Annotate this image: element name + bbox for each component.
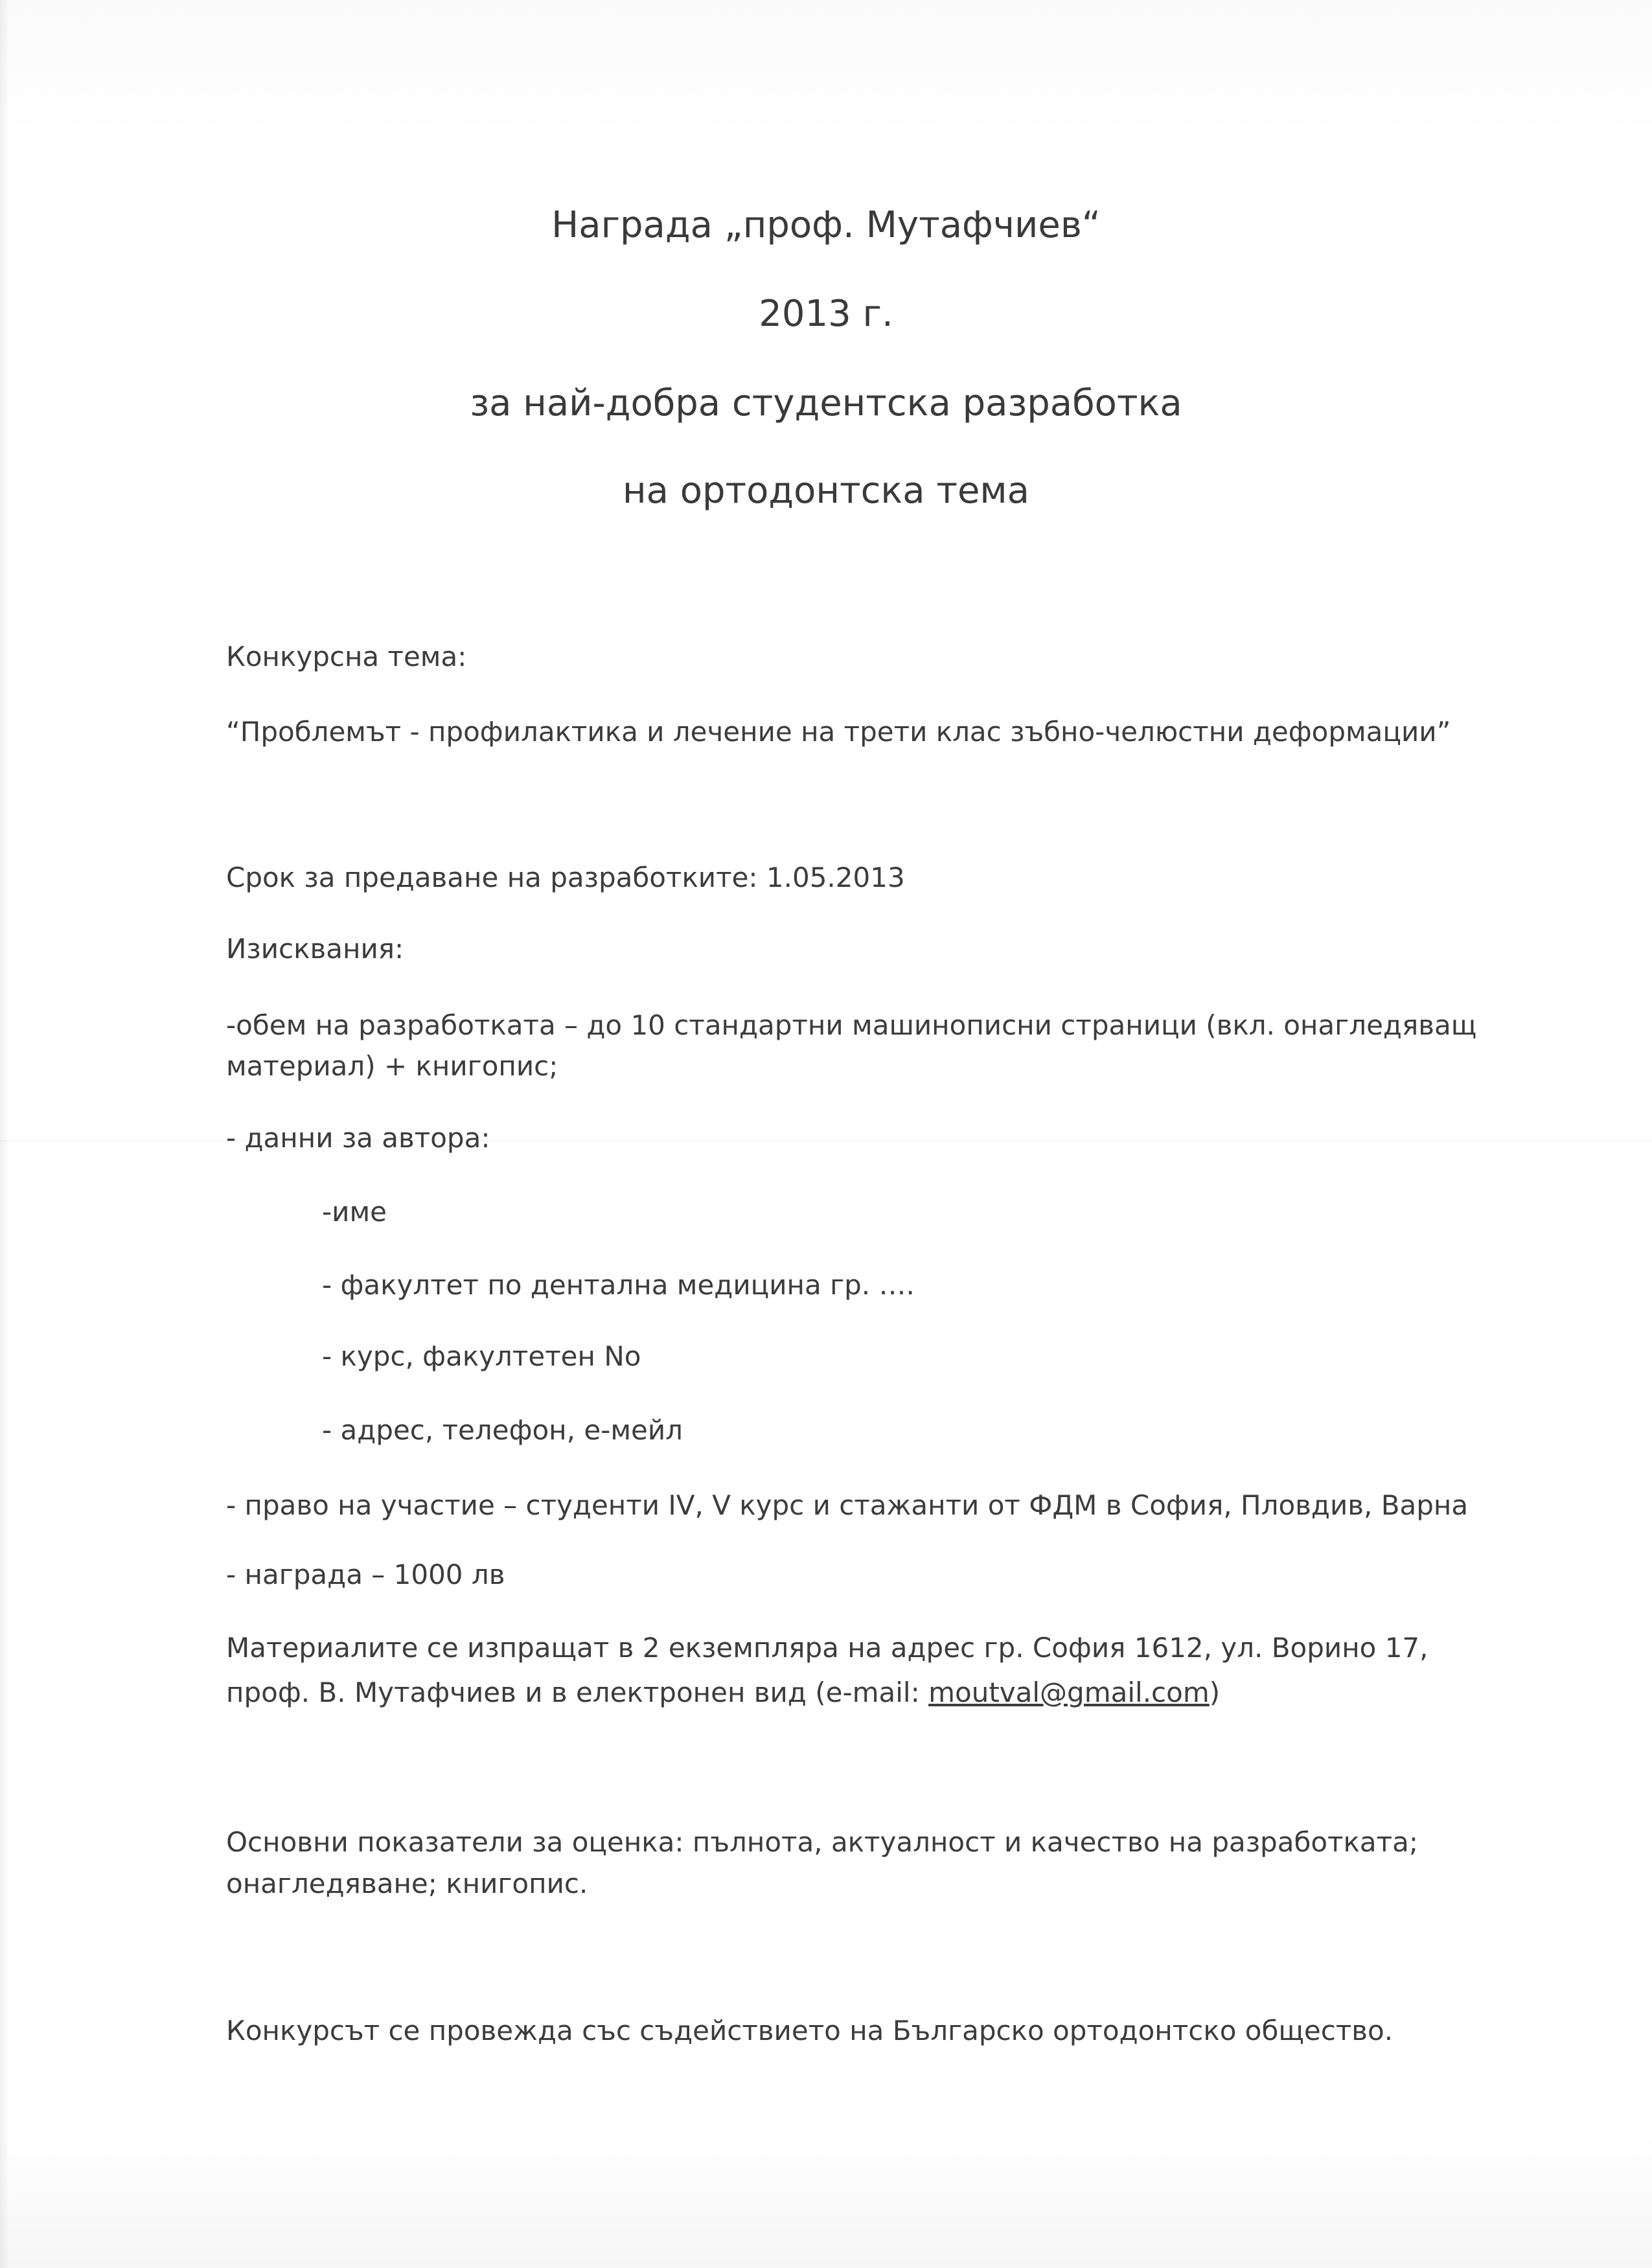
topic-label: Конкурсна тема:	[226, 641, 467, 672]
criteria-line-2: онагледяване; книгопис.	[226, 1868, 588, 1899]
author-item-contacts: - адрес, телефон, е-мейл	[322, 1414, 683, 1446]
requirements-label: Изисквания:	[226, 933, 404, 965]
closing-text: Конкурсът се провежда със съдействието на Българско ортодонтско общество.	[226, 2015, 1394, 2046]
submission-line-2-prefix: проф. В. Мутафчиев и в електронен вид (e-mail:	[226, 1677, 929, 1708]
award-subtitle-line-1: за най-добра студентска разработка	[470, 382, 1182, 424]
award-title: Награда „проф. Мутафчиев“	[551, 204, 1101, 246]
requirement-volume-line-2: материал) + книгопис;	[226, 1050, 558, 1082]
author-item-course: - курс, факултетен No	[322, 1340, 641, 1372]
prize-text: - награда – 1000 лв	[226, 1559, 505, 1590]
email-link[interactable]: moutval@gmail.com	[928, 1677, 1210, 1708]
left-edge-shadow	[0, 0, 9, 2268]
submission-line-1: Материалите се изпращат в 2 екземпляра на адрес гр. София 1612, ул. Ворино 17,	[226, 1632, 1428, 1664]
author-item-name: -име	[322, 1196, 387, 1228]
award-subtitle-line-2: на ортодонтска тема	[622, 470, 1029, 512]
topic-text: “Проблемът - профилактика и лечение на трети клас зъбно-челюстни деформации”	[226, 716, 1451, 748]
criteria-line-1: Основни показатели за оценка: пълнота, актуалност и качество на разработката;	[226, 1826, 1418, 1858]
submission-line-2-suffix: )	[1209, 1677, 1221, 1708]
deadline-text: Срок за предаване на разработките: 1.05.2013	[226, 862, 905, 893]
author-item-faculty: - факултет по дентална медицина гр. ….	[322, 1269, 915, 1301]
requirement-volume-line-1: -обем на разработката – до 10 стандартни машинописни страници (вкл. онагледяващ	[226, 1009, 1477, 1041]
award-year: 2013 г.	[759, 293, 893, 335]
eligibility-text: - право на участие – студенти IV, V курс и стажанти от ФДМ в София, Пловдив, Варна	[226, 1489, 1469, 1521]
author-data-label: - данни за автора:	[226, 1122, 490, 1154]
submission-line-2	[226, 1674, 1220, 1712]
